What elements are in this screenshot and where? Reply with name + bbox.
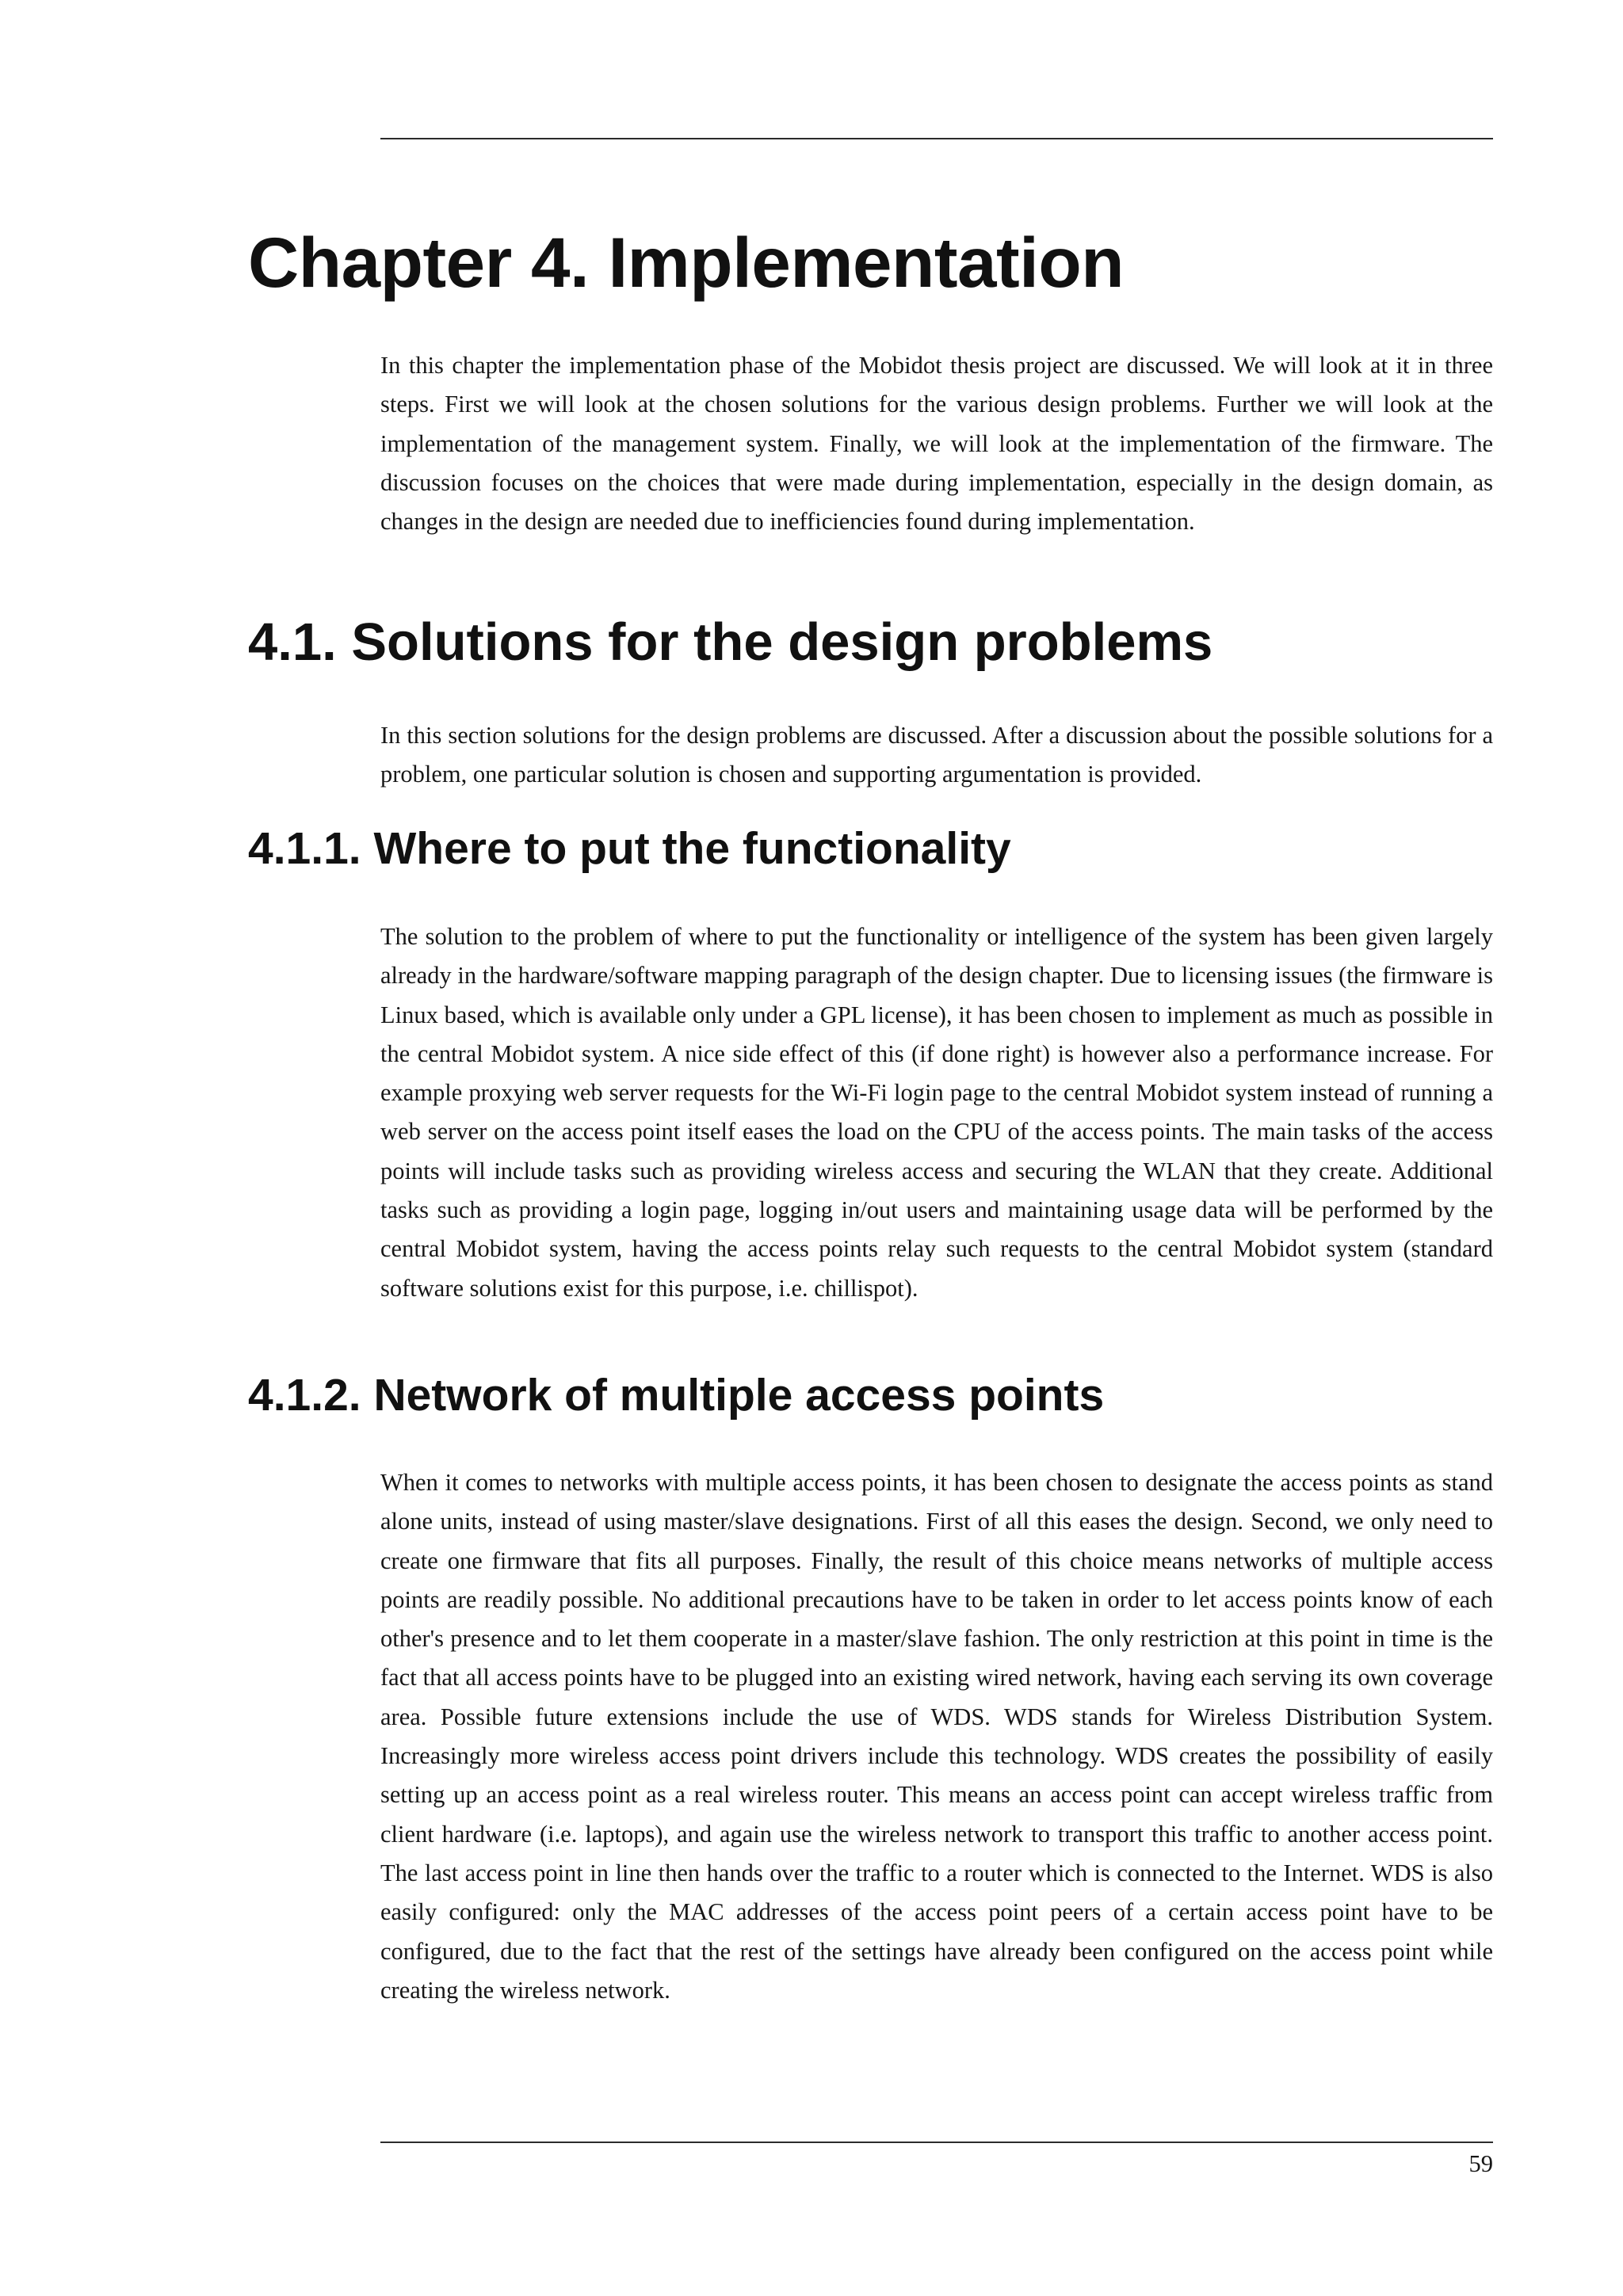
footer-rule	[380, 2142, 1493, 2143]
section-4-1-1-paragraph: The solution to the problem of where to put the functionality or intelligence of the system has been given largely already in the hardware/software mapping paragraph of the design chapter. Due to licensing issues (the firmware is Linux based, which is available only under a GPL license), it has been chosen to implement as much as possible in the central Mobidot system. A nice side effect of this (if done right) is however also a performance increase. For example proxying web server requests for the Wi-Fi login page to the central Mobidot system instead of running a web server on the access point itself eases the load on the CPU of the access points. The main tasks of the access points will include tasks such as providing wireless access and securing the WLAN that they create. Additional tasks such as providing a login page, logging in/out users and maintaining usage data will be performed by the central Mobidot system, having the access points relay such requests to the central Mobidot system (standard software solutions exist for this purpose, i.e. chillispot).	[380, 923, 1493, 1302]
section-4-1-2-paragraph: When it comes to networks with multiple access points, it has been chosen to designate the access points as stand alone units, instead of using master/slave designations. First of all this eases the design. Second, we only need to create one firmware that fits all purposes. Finally, the result of this choice means networks of multiple access points are readily possible. No additional precautions have to be taken in order to let access points know of each other's presence and to let them cooperate in a master/slave fashion. The only restriction at this point in time is the fact that all access points have to be plugged into an existing wired network, having each serving its own coverage area. Possible future extensions include the use of WDS. WDS stands for Wireless Distribution System. Increasingly more wireless access point drivers include this technology. WDS creates the possibility of easily setting up an access point as a real wireless router. This means an access point can accept wireless traffic from client hardware (i.e. laptops), and again use the wireless network to transport this traffic to another access point. The last access point in line then hands over the traffic to a router which is connected to the Internet. WDS is also easily configured: only the MAC addresses of the access point peers of a certain access point have to be configured, due to the fact that the rest of the settings have already been configured on the access point while creating the wireless network.	[380, 1469, 1493, 2004]
section-4-1-paragraph: In this section solutions for the design problems are discussed. After a discussion about the possible solutions for a problem, one particular solution is chosen and supporting argumentation is provided.	[380, 722, 1493, 788]
page-number: 59	[1468, 2150, 1493, 2177]
chapter-title: Chapter 4. Implementation	[248, 223, 1125, 302]
section-heading-4-1-1: 4.1.1. Where to put the functionality	[248, 823, 1011, 874]
section-heading-4-1-2: 4.1.2. Network of multiple access points	[248, 1370, 1105, 1421]
section-heading-4-1: 4.1. Solutions for the design problems	[248, 612, 1213, 672]
header-rule	[380, 138, 1493, 139]
chapter-intro-paragraph: In this chapter the implementation phase of the Mobidot thesis project are discussed. We will look at it in three steps. First we will look at the chosen solutions for the various design problems. Further we will look at the implementation of the management system. Finally, we will look at the implementation of the firmware. The discussion focuses on the choices that were made during implementation, especially in the design domain, as changes in the design are needed due to inefficiencies found during implementation.	[380, 352, 1493, 536]
